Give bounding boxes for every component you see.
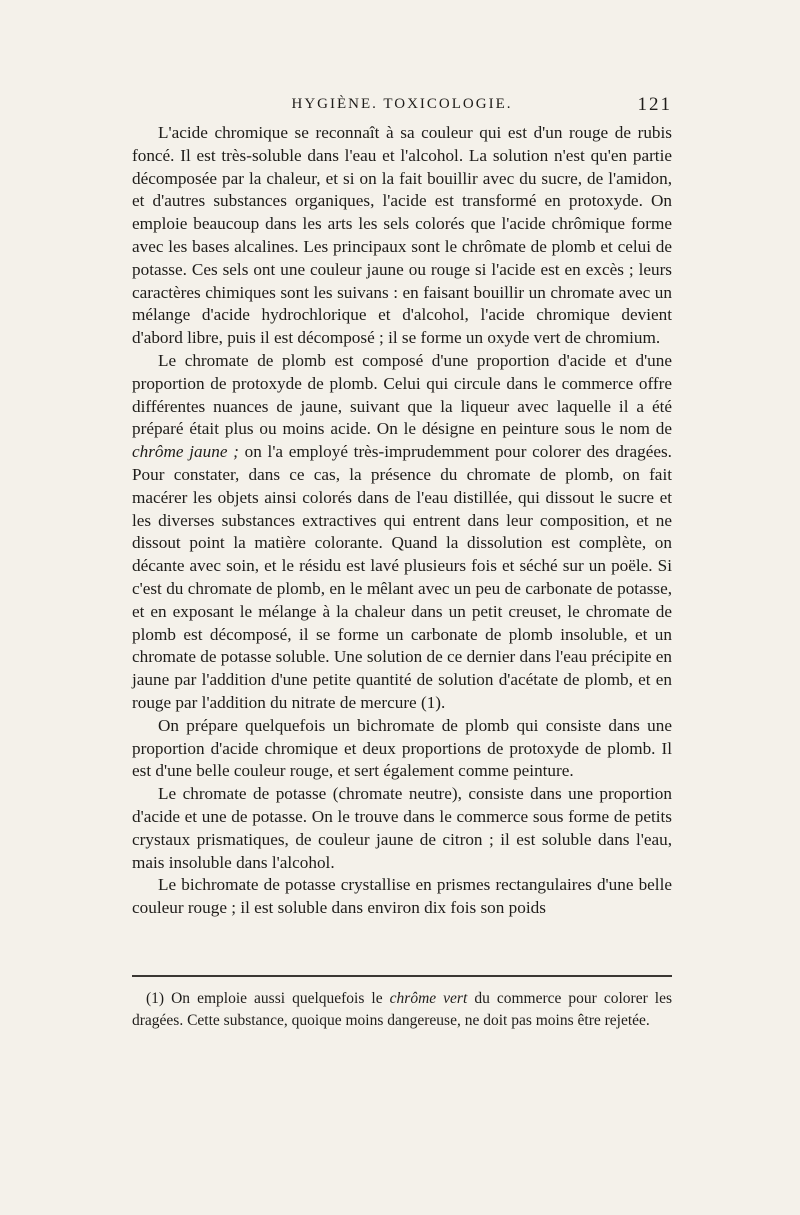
- paragraph-chromic-acid: L'acide chromique se reconnaît à sa couleur qui est d'un rouge de rubis foncé. Il est très-soluble dans l'eau et l'alcohol. La solution n'est qu'en partie décomposée par la chaleur, et si on la fait bouillir avec du sucre, de l'amidon, et d'autres substances organiques, l'acide est transformé en protoxyde. On emploie beaucoup dans les arts les sels colorés que l'acide chrômique forme avec les bases alcalines. Les principaux sont le chrômate de plomb et celui de potasse. Ces sels ont une couleur jaune ou rouge si l'acide est en excès ; leurs caractères chimiques sont les suivans : en faisant bouillir un chromate avec un mélange d'acide hydrochlorique et d'alcohol, l'acide chromique devient d'abord libre, puis il est décomposé ; il se forme un oxyde vert de chromium.: [132, 123, 672, 348]
- italic-term: chrôme vert: [389, 990, 468, 1007]
- running-title: HYGIÈNE. TOXICOLOGIE.: [291, 96, 513, 112]
- footnote-rule: [132, 975, 672, 977]
- page-number: 121: [637, 94, 672, 115]
- italic-term: chrôme jaune ;: [132, 442, 239, 462]
- paragraph-lead-bichromate: On prépare quelquefois un bichromate de plomb qui consiste dans une proportion d'acide chromique et deux proportions de protoxyde de plomb. Il est d'une belle couleur rouge, et sert également comme peinture.: [132, 715, 672, 781]
- paragraph-lead-chromate: Le chromate de plomb est composé d'une proportion d'acide et d'une proportion de protoxyde de plomb. Celui qui circule dans le commerce offre différentes nuances de jaune, suivant que la liqueur avec laquelle il a été préparé était plus ou moins acide. On le désigne en peinture sous le nom de chrôme jaune ; on l'a employé très-imprudemment pour colorer des dragées. Pour constater, dans ce cas, la présence du chromate de plomb, on fait macérer les objets ainsi colorés dans de l'eau distillée, qui dissout le sucre et les diverses substances extractives qui entrent dans leur composition, et ne dissout point la matière colorante. Quand la dissolution est complète, on décante avec soin, et le résidu est lavé plusieurs fois et séché sur un poële. Si c'est du chromate de plomb, en le mêlant avec un peu de carbonate de potasse, et en exposant le mélange à la chaleur dans un petit creuset, le chromate de plomb est décomposé, il se forme un carbonate de plomb insoluble, et un chromate de potasse soluble. Une solution de ce dernier dans l'eau précipite en jaune par l'addition d'une petite quantité de solution d'acétate de plomb, et en rouge par l'addition du nitrate de mercure (1).: [132, 350, 673, 712]
- paragraph-potassium-chromate: Le chromate de potasse (chromate neutre), consiste dans une proportion d'acide et une de potasse. On le trouve dans le commerce sous forme de petits crystaux prismatiques, de couleur jaune de citron ; il est soluble dans l'eau, mais insoluble dans l'alcohol.: [132, 784, 672, 872]
- body-text: [132, 122, 672, 920]
- footnote: (1) On emploie aussi quelquefois le chrôme vert du commerce pour colorer les dragées. Cette substance, quoique moins dangereuse, ne doit pas moins être rejetée.: [132, 990, 673, 1029]
- running-head: [132, 96, 672, 120]
- paragraph-potassium-bichromate: Le bichromate de potasse crystallise en prismes rectangulaires d'une belle couleur rouge ; il est soluble dans environ dix fois son poids: [132, 875, 672, 918]
